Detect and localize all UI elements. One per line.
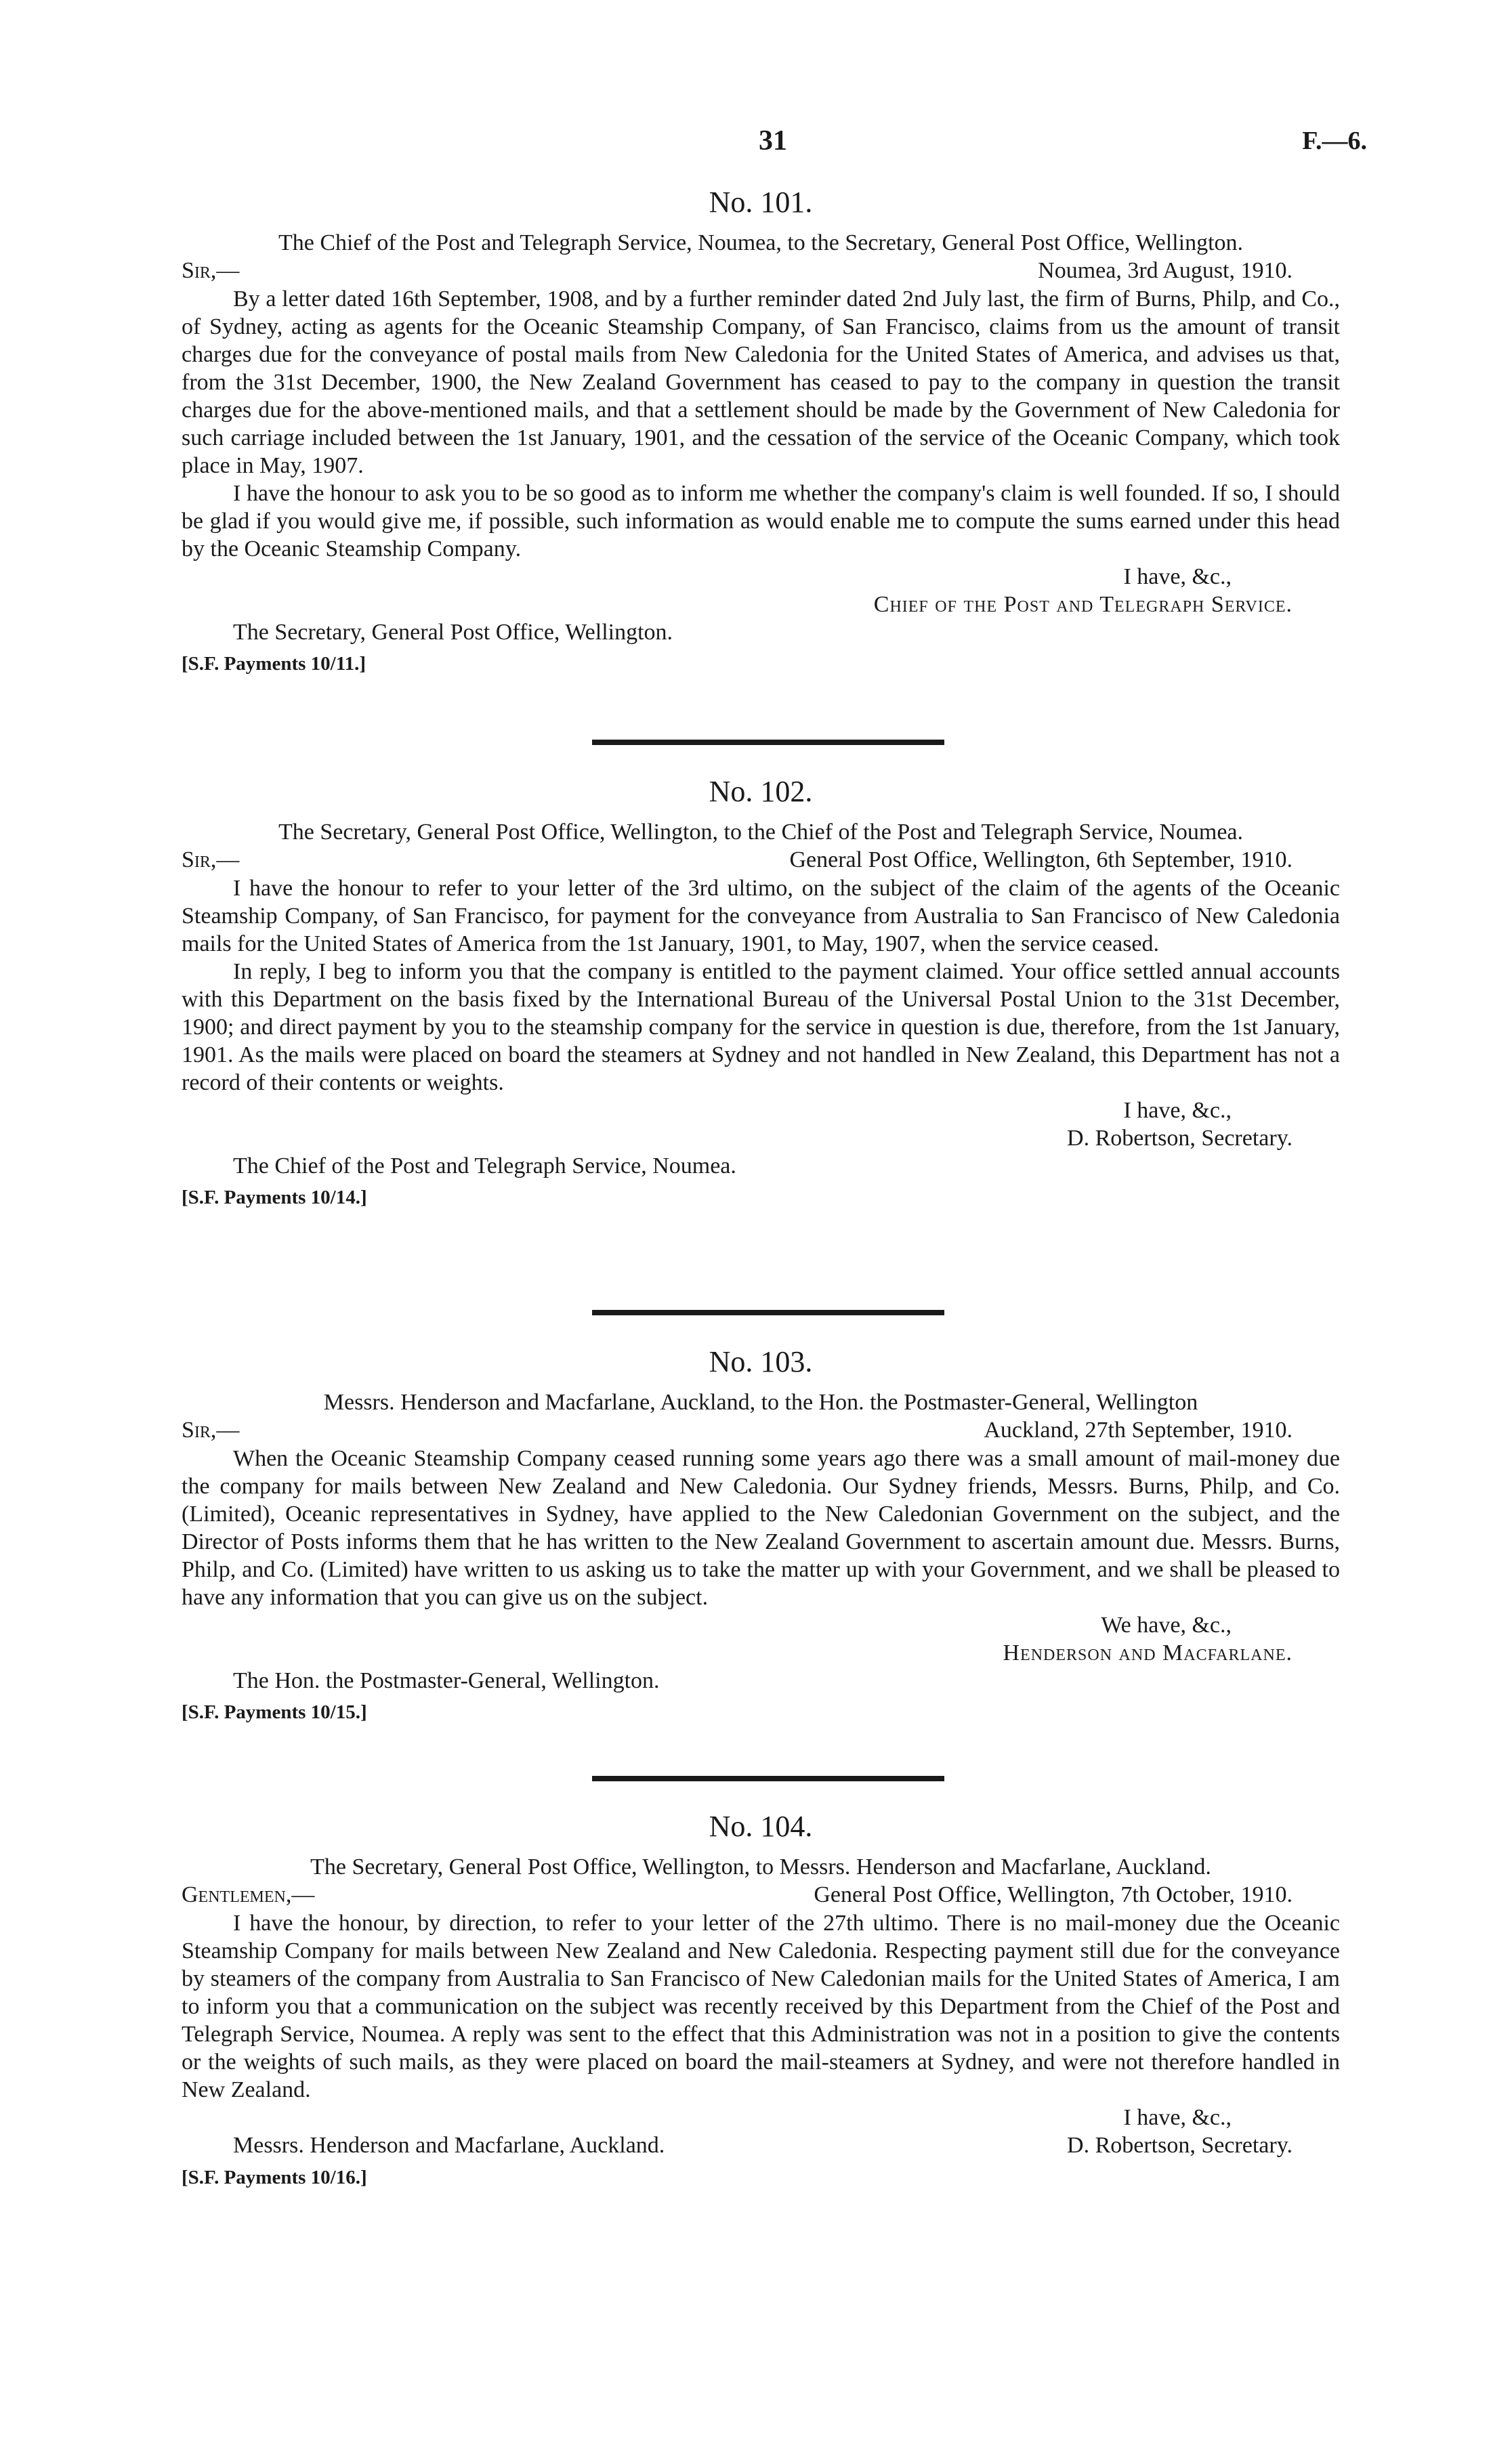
letter-number: No. 102. [709, 775, 813, 808]
place-date: Noumea, 3rd August, 1910. [1038, 258, 1293, 283]
closing: I have, &c., [1123, 564, 1232, 589]
section-divider [592, 1776, 944, 1781]
paragraph: When the Oceanic Steamship Company ceased running some years ago there was a small amount of mail-money due the company for mails between New Zealand and New Caledonia. Our Sydney friends, Messrs. Burns, Philp, and Co. (Limited), Oceanic representatives in Sydney, have applied to the New Caledonian Government on the subject, and the Director of Posts informs them that he has written to the New Zealand Government to ascertain amount due. Messrs. Burns, Philp, and Co. (Limited) have written to us asking us to take the matter up with your Government, and we shall be pleased to have any information that you can give us on the subject. [182, 1446, 1340, 1610]
section-divider [592, 1310, 944, 1315]
signature [182, 1639, 1340, 1667]
salutation-row [182, 846, 1340, 874]
page-number: 31 [759, 125, 787, 156]
addressee: The Chief of the Post and Telegraph Service, Noumea. [233, 1153, 736, 1178]
place-date: General Post Office, Wellington, 7th October, 1910. [814, 1882, 1293, 1907]
closing: I have, &c., [1123, 2105, 1232, 2130]
signature-text: Henderson and Macfarlane. [1003, 1640, 1293, 1665]
salutation-row [182, 1881, 1340, 1909]
addressee: The Secretary, General Post Office, Wellington. [233, 620, 673, 645]
signature-text: Chief of the Post and Telegraph Service. [873, 592, 1293, 617]
addressee: The Hon. the Postmaster-General, Wellington. [233, 1668, 660, 1693]
salutation-row [182, 1416, 1340, 1445]
page-header [0, 127, 1512, 161]
letter-number: No. 103. [709, 1345, 813, 1378]
section-divider [592, 740, 944, 745]
filing-reference: [S.F. Payments 10/15.] [182, 1701, 367, 1723]
paragraph: I have the honour to refer to your letter of the 3rd ultimo, on the subject of the claim of the agents of the Oceanic Steamship Company, of San Francisco, for payment for the conveyance from Australia to San Francisco of New Caledonia mails for the United States of America from the 1st January, 1901, to May, 1907, when the service ceased. [182, 876, 1340, 956]
filing-reference: [S.F. Payments 10/16.] [182, 2167, 367, 2188]
salutation: Sir,— [182, 847, 240, 872]
paragraph: I have the honour to ask you to be so good as to inform me whether the company's claim is well founded. If so, I should be glad if you would give me, if possible, such information as would enable me to compute the sums earned under this head by the Oceanic Steamship Company. [182, 481, 1340, 561]
letter-number: No. 104. [709, 1810, 813, 1843]
signature [1067, 2131, 1293, 2159]
salutation: Gentlemen,— [182, 1882, 315, 1907]
letter-101 [182, 183, 1340, 678]
addressee: Messrs. Henderson and Macfarlane, Auckland. [233, 2133, 665, 2158]
signature [182, 1124, 1340, 1152]
signature-row [182, 2131, 1340, 2160]
paragraph: In reply, I beg to inform you that the company is entitled to the payment claimed. Your office settled annual accounts with this Department on the basis fixed by the International Bureau of the Universal Postal Union to the 31st December, 1900; and direct payment by you to the steamship company for the service in question is due, therefore, from the 1st January, 1901. As the mails were placed on board the steamers at Sydney and not handled in New Zealand, this Department has not a record of their contents or weights. [182, 959, 1340, 1095]
signature [182, 591, 1340, 618]
letter-number: No. 101. [709, 186, 813, 219]
place-date: Auckland, 27th September, 1910. [984, 1418, 1293, 1443]
signature-text: D. Robertson, Secretary. [1067, 1126, 1293, 1151]
document-reference: F.—6. [1302, 127, 1367, 155]
salutation: Sir,— [182, 258, 240, 283]
letter-heading: The Secretary, General Post Office, Wellington, to the Chief of the Post and Telegraph Service, Noumea. [278, 820, 1244, 845]
letter-heading: The Secretary, General Post Office, Wellington, to Messrs. Henderson and Macfarlane, Auckland. [310, 1854, 1211, 1879]
closing: We have, &c., [1101, 1613, 1232, 1638]
letter-heading: The Chief of the Post and Telegraph Service, Noumea, to the Secretary, General Post Office, Wellington. [278, 230, 1244, 255]
filing-reference: [S.F. Payments 10/11.] [182, 653, 366, 675]
letter-103 [182, 1342, 1340, 1726]
filing-reference: [S.F. Payments 10/14.] [182, 1187, 367, 1208]
letter-102 [182, 772, 1340, 1212]
place-date: General Post Office, Wellington, 6th September, 1910. [789, 847, 1293, 872]
salutation-row [182, 257, 1340, 285]
closing: I have, &c., [1123, 1098, 1232, 1123]
letter-104 [182, 1807, 1340, 2192]
signature-text: D. Robertson, Secretary. [1067, 2133, 1293, 2158]
paragraph: I have the honour, by direction, to refer to your letter of the 27th ultimo. There is no mail-money due the Oceanic Steamship Company for mails between New Zealand and New Caledonia. Respecting payment still due for the conveyance by steamers of the company from Australia to San Francisco of New Caledonian mails for the United States of America, I am to inform you that a communication on the subject was recently received by this Department from the Chief of the Post and Telegraph Service, Noumea. A reply was sent to the effect that this Administration was not in a position to give the contents or the weights of such mails, as they were placed on board the mail-steamers at Sydney, and were not therefore handled in New Zealand. [182, 1911, 1340, 2102]
salutation: Sir,— [182, 1418, 240, 1443]
paragraph: By a letter dated 16th September, 1908, and by a further reminder dated 2nd July last, the firm of Burns, Philp, and Co., of Sydney, acting as agents for the Oceanic Steamship Company, of San Francisco, claims from us the amount of transit charges due for the conveyance of postal mails from New Caledonia for the United States of America, and advises us that, from the 31st December, 1900, the New Zealand Government has ceased to pay to the company in question the transit charges due for the above-mentioned mails, and that a settlement should be made by the Government of New Caledonia for such carriage included between the 1st January, 1901, and the cessation of the service of the Oceanic Company, which took place in May, 1907. [182, 286, 1340, 478]
letter-heading: Messrs. Henderson and Macfarlane, Auckland, to the Hon. the Postmaster-General, Wellington [323, 1390, 1198, 1415]
